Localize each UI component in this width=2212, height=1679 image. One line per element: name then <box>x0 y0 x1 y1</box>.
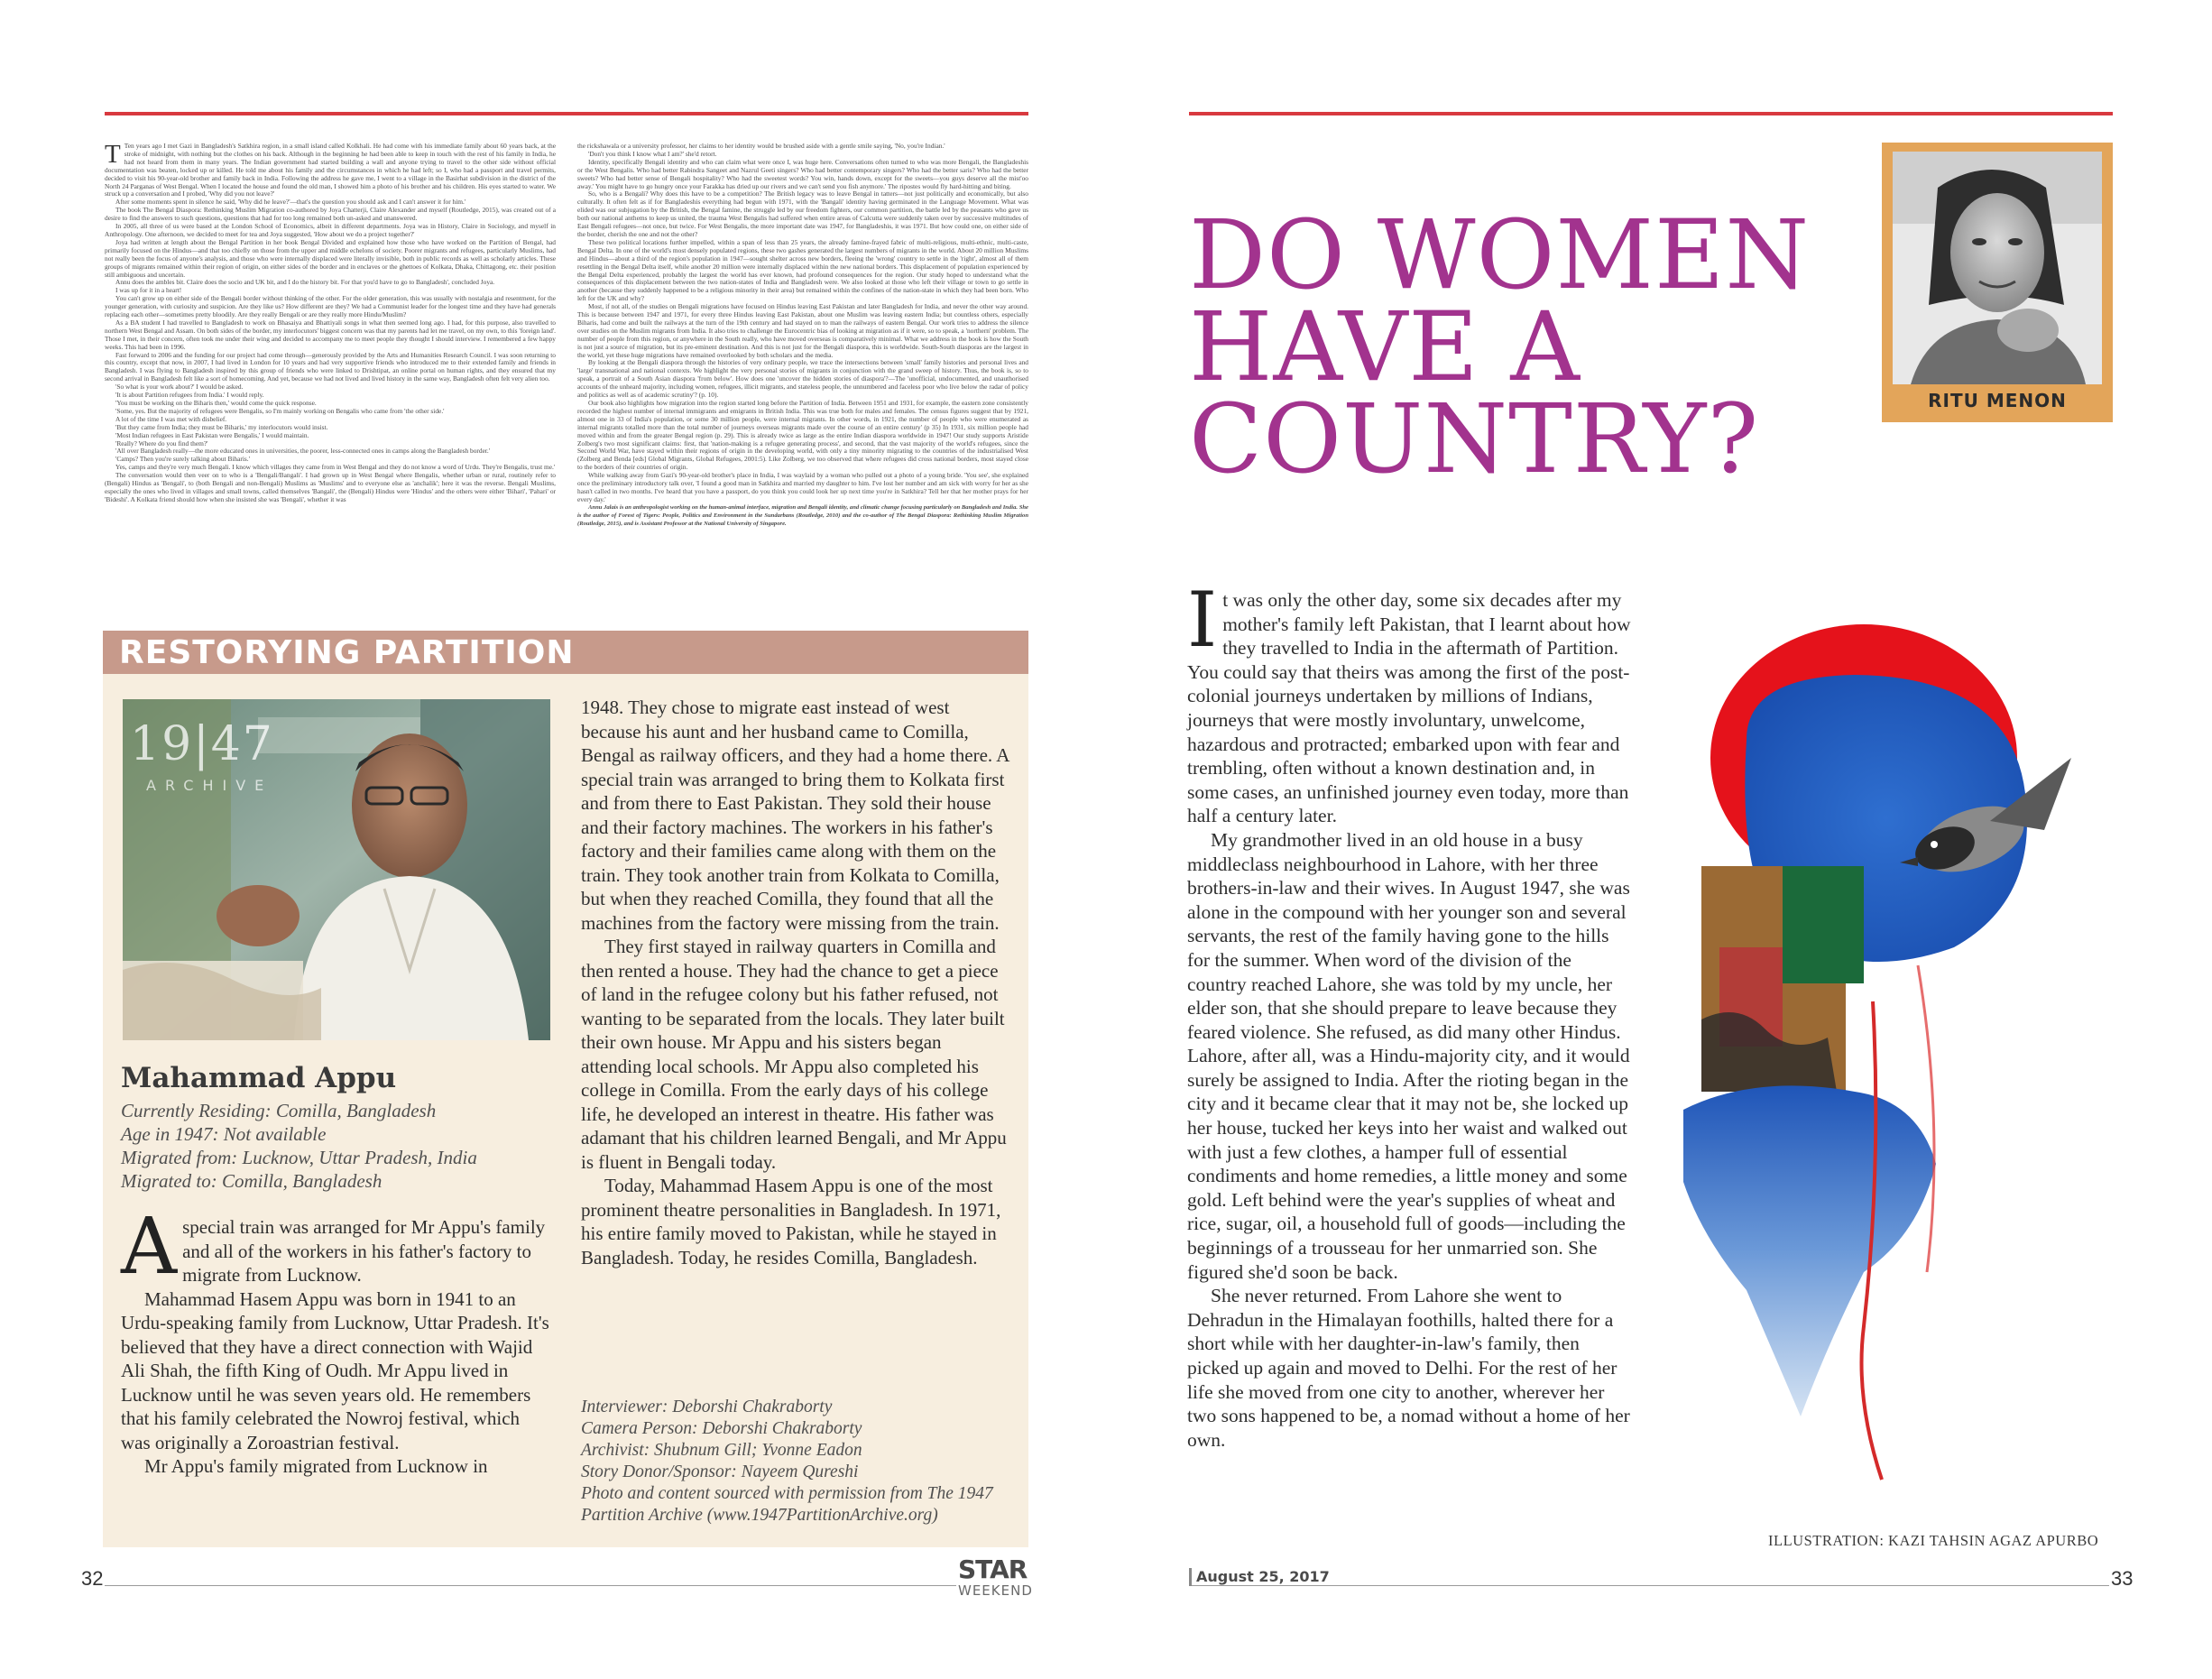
page-number-right: 33 <box>2111 1567 2134 1590</box>
article-paragraph: Most, if not all, of the studies on Bengali migrations have focused on Hindus leaving East Pakistan and later Bangladesh for India, and never the other way around. This is because between 1947 and 1971, for every three Hindus leaving East Pakistan, about one Muslim was leaving eastern India; but countless others, especially Biharis, had come and built the railways at the turn of the 19th century and had stayed on to man the railways of eastern Bengal. Our work tries to address the silence over studies on the Muslim migrants from India. It also tries to challenge the Eurocentric bias of looking at migration as if it were, so to speak, a 'northern' problem. The number of people from this region, or anywhere in the South really, who have moved overseas is comparatively minimal. What we address in the book is how the South is not just a source of migration, but its pre-eminent destination. And this is not just for the Bengali diaspora, this is worldwide. South-South diasporas are the largest in the world, yet these huge migrations have remained overlooked by both scholars and the media. <box>577 302 1028 359</box>
article-paragraph: Annu does the ambles bit. Claire does the socio and UK bit, and I do the history bit. For that you'd have to go to Bangladesh', concluded Joya. <box>115 278 495 287</box>
star-weekend-logo-sub: WEEKEND <box>958 1582 1033 1599</box>
credit-source: Photo and content sourced with permission from The 1947 Partition Archive (www.1947PartitionArchive.org) <box>581 1484 993 1525</box>
article-paragraph: Ten years ago I met Gazi in Bangladesh's Satkhira region, in a small island called Kolkhali. He had come with his immediate family about 60 years back, at the stroke of midnight, with nothing but the clothes on his back. Although in the beginning he had been able to keep in touch with the rest of his family in India, he had not heard from them in many years. The Indian government had started building a wall and anyone trying to travel to the other side without official documentation was beaten, locked up or killed. He told me about his family and the circumstances in which he had left; so I, who had a passport and travel permits, decided to visit his 90-year-old brother and family back in India. Following the address he gave me, I went to a village in the Basirhat subdivision in the district of the North 24 Parganas of West Bengal. When I located the house and found the old man, I showed him a photo of his brother and his children. His eyes started to water. We struck up a conversation and I probed, 'Why did you not leave?' <box>105 143 556 198</box>
star-weekend-logo: STAR <box>958 1554 1028 1584</box>
issue-date: August 25, 2017 <box>1196 1568 1330 1585</box>
archive-logo-sub: ARCHIVE <box>146 777 273 794</box>
top-article-col-1 <box>105 143 556 556</box>
story-paragraph: Today, Mahammad Hasem Appu is one of the most prominent theatre personalities in Bangladesh. In 1971, his entire family moved to Pakistan, while he stayed in Bangladesh. Today, he resides Comilla, Bangladesh. <box>581 1175 1001 1268</box>
article-paragraph: I was up for it in a heart! <box>115 286 182 295</box>
restorying-header <box>103 631 1028 674</box>
headline-line-1: DO WOMEN <box>1189 199 1811 310</box>
partition-illustration <box>1647 623 2134 1516</box>
credit-interviewer: Interviewer: Deborshi Chakraborty <box>581 1398 833 1416</box>
article-paragraph: The conversation would then veer on to who is a 'Bengali/Bangali'. I had grown up in West Bengal where Bengalis, whether urban or rural, routinely refer to (Bengali) Hindus as 'Bengali', to (both Bengali and non-Bengali) Muslims as 'Muslims' and to everyone else as 'anchalik'; here it was the reverse. Bengali Muslims, especially the ones who lived in villages and small towns, called themselves 'Bangali', the (Bengali) Hindus were 'Hindus' and the others were either 'Bihari', 'Pahari' or 'Bideshi'. A Kolkata friend should how when she insisted she was 'Bengali', whether it was <box>105 471 556 503</box>
article-paragraph: Joya had written at length about the Bengal Partition in her book Bengal Divided and explained how those who have worked on the Partition of Bengal, had primarily focused on the Hindus—and that too chiefly on those from the upper and middle echelons of society. Poorer migrants and refugees, particularly Muslims, had not really been the focus of anyone's analysis, and those who were internally displaced were literally invisible, both in public records as well as scholarly articles. These groups of migrants remained within their region of origin, on either sides of the border and in enclaves or the ghettoes of Kolkata, Dhaka, Chittagong, etc. their position still ambiguous and uncertain. <box>105 237 556 279</box>
illustration-credit: ILLUSTRATION: KAZI TAHSIN AGAZ APURBO <box>1768 1532 2099 1549</box>
article-paragraph: 'Really? Where do you find them?' <box>115 438 208 447</box>
article-paragraph: In 2005, all three of us were based at the London School of Economics, albeit in different departments. Joya was in History, Claire in Sociology, and myself in Anthropology. One afternoon, we decided to meet for tea and Joya suggested, 'How about we do a project together?' <box>105 222 556 238</box>
main-paragraph: My grandmother lived in an old house in a busy middleclass neighbourhood in Lahore, with her three brothers-in-law and their wives. In August 1947, she was alone in the compound with her younger son and several servants, the rest of the family having gone to the hills for the summer. When word of the division of the country reached Lahore, she was told by my uncle, her elder son, that she should prepare to leave because they feared violence. She refused, as did many other Hindus. Lahore, after all, was a Hindu-majority city, and it would surely be assigned to India. After the rioting began in the city and it became clear that it may not be, she locked up her house, tucked her keys into her waist and walked out with just a few clothes, a hamper full of essential condiments and home remedies, a little money and some gold. Left behind were the year's supplies of wheat and rice, sugar, oil, a household full of goods—including the beginnings of a trousseau for her unmarried son. She figured she'd soon be back. <box>1187 828 1630 1283</box>
date-marker <box>1189 1568 1192 1586</box>
article-paragraph: So, who is a Bengali? Why does this have to be a competition? The British legacy was to leave Bengal in tatters—not just politically and economically, but also culturally. It often felt as if for Bangladeshis everything had begun with 1971, with the 'Bangali' identity having germinated in the Language Movement. What was elided was our subjugation by the British, the Bengal famine, the struggle led by our freedom fighters, our common partition, the battle led by the peasants who gave us both our national anthems to keep us united, the trauma West Bengalis had suffered when entire areas of Calcutta were suddenly taken over by successive multitudes of East Bengali refugees—not once, but twice. For West Bengalis, the more important date was 1947, for Bangladeshis, it was 1971. But how could one, on either side of the border, cherish the one and not the other? <box>577 189 1028 238</box>
archive-logo: 19|47 <box>130 717 274 771</box>
article-paragraph: 'But they came from India; they must be Biharis,' my interlocutors would insist. <box>115 422 328 431</box>
main-lead-text: t was only the other day, some six decades after my mother's family left Pakistan, that I learnt about how they travelled to India in the aftermath of Partition. You could say that theirs was among the first of the post-colonial journeys undertaken by millions of Indians, journeys that were mostly involuntary, unwelcome, hazardous and protracted; embarked upon with fear and trembling, often without a known destination and, in some cases, an unfinished journey even today, more than half a century later. <box>1187 589 1631 827</box>
story-dropcap: A <box>121 1202 178 1292</box>
main-article <box>1187 576 1635 1452</box>
top-rule-left <box>105 112 1028 115</box>
story-lead-paragraph <box>121 1202 550 1292</box>
article-paragraph: 'Most Indian refugees in East Pakistan were Bengalis,' I would maintain. <box>115 430 309 439</box>
headline-line-2: HAVE A <box>1189 291 1581 402</box>
headline <box>1189 199 1811 494</box>
author-photo <box>1893 152 2102 384</box>
footer-rule-left <box>105 1585 956 1586</box>
article-paragraph: 'So what is your work about?' I would be asked. <box>115 383 244 392</box>
article-paragraph: Fast forward to 2006 and the funding for our project had come through—generously provided by the Arts and Humanities Research Council. I was soon returning to this country, except that now, in 2007, I had lived in London for 10 years and had very supportive friends who introduced me to their extended family and friends in Bangladesh. I was flying to Bangladesh inspired by this group of friends who were linked to Drishtipat, an online portal on human rights, and they ensured that my second arrival in Bangladesh felt like a sort of homecoming. And yet, because we had not lived and lived history in the same way, Bangladesh often felt very alien too. <box>105 350 556 383</box>
credit-donor: Story Donor/Sponsor: Nayeem Qureshi <box>581 1462 859 1481</box>
main-lead-paragraph <box>1187 576 1635 828</box>
story-credits <box>581 1397 1010 1527</box>
page-number-left: 32 <box>81 1567 104 1590</box>
article-paragraph: 'You must be working on the Biharis then,' would come the quick response. <box>115 399 317 407</box>
article-paragraph: 'All over Bangladesh really—the more educated ones in universities, the poorer, less-connected ones in camps along the Bangladesh border.' <box>115 447 491 456</box>
article-paragraph: Identity, specifically Bengali identity and who can claim what were once I, was huge here. Conversations often turned to who was more Bengali, the Bangladeshis or the West Bengalis. Who had better Rabindra Sangeet and Nazrul Geeti singers? Who had better contemporary singers? Who had the better saris? Who had the better sweets? Who had better sense of Bengali hospitality? Who had the sweetest words? You win, hands down, except for the sweets—you guys deserve all the mist'oo away.' You might have to go hungry once your Farakka has dried up our rivers and we can't send you fish anymore.' The ripostes would fly hard-hitting and biting. <box>577 157 1028 190</box>
story-col-1 <box>121 1202 550 1479</box>
credit-archivist: Archivist: Shubnum Gill; Yvonne Eadon <box>581 1441 862 1460</box>
article-paragraph: 'Don't you think I know what I am?' she'd retort. <box>588 149 717 158</box>
article-paragraph: Yes, camps and they're very much Bengali. I know which villages they came from in West Bengal and they do not know a word of Urdu. They're Bengalis, trust me.' <box>115 463 556 472</box>
article-paragraph: The book The Bengal Diaspora: Rethinking Muslim Migration co-authored by Joya Chatterji, Claire Alexander and myself (Routledge, 2015), was created out of a desire to find the answers to such questions, questions that had for too long remained both un-asked and unanswered. <box>105 206 556 223</box>
meta-migrated-from: Migrated from: Lucknow, Uttar Pradesh, India <box>121 1147 477 1168</box>
meta-residing: Currently Residing: Comilla, Bangladesh <box>121 1100 437 1121</box>
story-lead-text: special train was arranged for Mr Appu's family and all of the workers in his father's factory to migrate from Lucknow. <box>182 1216 546 1286</box>
restorying-title: RESTORYING PARTITION <box>119 634 575 671</box>
author-photo-image <box>1893 152 2102 384</box>
author-name: RITU MENON <box>1928 390 2067 411</box>
main-paragraph: She never returned. From Lahore she went to Dehradun in the Himalayan foothills, halted there for a short while with her daughter-in-law's family, then picked up again and moved to Delhi. For the rest of her life she moved from one city to another, wherever her two sons happened to be, a nomad without a home of her own. <box>1187 1285 1630 1451</box>
interviewee-photo <box>123 699 550 1040</box>
story-paragraph: They first stayed in railway quarters in Comilla and then rented a house. They had the chance to get a piece of land in the refugee colony but his father refused, not wanting to be separated from the locals. They later built their own house. Mr Appu and his sisters began attending local schools. Mr Appu also completed his college in Comilla. From the early days of his college life, he developed an interest in theatre. His father was adamant that his children learned Bengali, and Mr Appu is fluent in Bengali today. <box>581 936 1007 1173</box>
article-paragraph: 'Camps? Then you're surely talking about Biharis.' <box>115 455 250 464</box>
meta-age: Age in 1947: Not available <box>121 1123 327 1145</box>
article-paragraph: 'Some, yes. But the majority of refugees were Bengalis, so I'm mainly working on Bengalis who came from 'the other side.' <box>115 406 445 415</box>
article-paragraph: While walking away from Gazi's 90-year-old brother's place in India, I was waylaid by a woman who pulled out a photo of a young bride. 'You see', she explained once the preliminary introductory talk over, 'I found a good man in Satkhira and married my daughter to him. I've lost her number and am sick with worry for her as she hasn't called in two months. I've heard that you have a passport, do you think you could look her up next time you're in Satkhira? Tell her that her mother prays for her every day.' <box>577 471 1028 503</box>
article-paragraph: the rickshawala or a university professor, her claims to her identity would be brushed aside with a gentle smile saying, 'No, you're Indian.' <box>577 143 945 150</box>
credit-camera: Camera Person: Deborshi Chakraborty <box>581 1419 862 1438</box>
article-paragraph: These two political locations further impelled, within a span of less than 25 years, the already famine-frayed fabric of multi-religious, multi-ethnic, multi-caste, Bengal Delta. In one of the world's most densely populated regions, these two gashes generated the largest numbers of migrants in the world. About 20 million Muslims and Hindus—about a third of the region's population in 1947—sought shelter across new borders, fleeing the 'wrong' country to settle in the 'right', almost all of them resettling in the Bengal Delta itself, while another 20 million were internally displaced within the new national borders. This displacement of population experienced by the Bengal Delta experienced, probably the largest the world has ever known, had profound consequences for the region. Our study hoped to understand what the consequences of this displacement between the two nation-states of India and Bangladesh were. We also looked at those who left their village or town to go settle in another (because they suddenly happened to be a religious minority in their area) but remained within the confines of the nation-state in which they had been born. Who left for the UK and why? <box>577 237 1028 303</box>
article-paragraph: You can't grow up on either side of the Bengali border without thinking of the other. For the older generation, this was usually with nostalgia and resentment, for the younger generation, with curiosity and suspicion. Are they like us? How different are they? We had a Communist leader for the longest time and they have had generals replacing each other—sometimes pretty bloodily. Are they really Bengali or are they really more Hindu/Muslim? <box>105 294 556 319</box>
main-dropcap: I <box>1187 576 1218 664</box>
article-paragraph: A lot of the time I was met with disbelief. <box>115 414 227 423</box>
article-dropcap: T <box>105 143 121 169</box>
article-paragraph: Our book also highlights how migration into the region started long before the Partition of India. Between 1951 and 1931, for example, the eastern zone consistently recorded the highest number of internal immigrants and emigrants in British India. This was true both for males and females. The census figures suggest that by 1921, almost one in 33 of India's population, or some 30 million people, were internal migrants. In other words, in 1921, the number of people who were enumerated as internal migrants totalled more than the total number of journeys overseas migrants made over the course of an entire century' (p 35) In 1931, six million people had moved within and from the greater Bengal region (p. 29). This is already twice as large as the entire Indian diaspora worldwide in 1947! Our study supports Aristide Zolberg's two most significant claims: first, that 'nation-making is a refugee generating process', and second, that the vast majority of the world's refugees, since the Second World War, have stayed within their regions of origin in the developing world, with only a tiny minority migrating to the countries of the industrialised West (Zolberg and Benda [eds] Global Migrants, Global Refugees, 2001:5). Like Zolberg, we too observed that where refugees did cross national borders, most stayed close to the borders of their countries of origin. <box>577 399 1028 472</box>
footer-rule-right <box>1189 1585 2109 1586</box>
article-paragraph: 'It is about Partition refugees from India.' I would reply. <box>115 391 264 400</box>
article-paragraph: By looking at the Bengali diaspora through the histories of very ordinary people, we trace the intersections between 'small' family histories and personal lives and 'large' transnational and national contexts. We highlight the very personal stories of migrants in conjunction with the grand sweep of history. Thus, the book is, so to speak, a portrait of a South Asian diaspora 'from below'. How does one 'uncover the hidden stories of diaspora'?—The 'unofficial, undocumented, and unauthorised accounts of the unheard majority, including women, refugees, illicit migrants, and stateless people, the unnumbered and faceless poor who live below the radar of policy and politics as well as of academic scrutiny'? (p. 10). <box>577 358 1028 400</box>
top-rule-right <box>1189 112 2113 115</box>
story-paragraph: Mahammad Hasem Appu was born in 1941 to an Urdu-speaking family from Lucknow, Uttar Pradesh. It's believed that they have a direct connection with Wajid Ali Shah, the fifth King of Oudh. Mr Appu lived in Lucknow until he was seven years old. He remembers that his family celebrated the Nowroj festival, which was originally a Zoroastrian festival. <box>121 1287 549 1453</box>
article-paragraph: After some moments spent in silence he said, 'Why did he leave?'—that's the question you should ask and I can't answer it for him.' <box>115 198 466 207</box>
story-paragraph: Mr Appu's family migrated from Lucknow in <box>144 1455 488 1477</box>
top-article-col-2 <box>577 143 1028 556</box>
article-paragraph: As a BA student I had travelled to Bangladesh to work on Bhasaiya and Bhattiyali songs in what then seemed long ago. I had, for this purpose, also travelled to northern West Bengal and Assam. On both sides of the border, my interlocutors' biggest concern was that my parents had let me travel, on my own, to this 'foreign land'. Those I met, in their concern, often took me under their wing and decided to accompany me to meet people they thought I should interview. I remembered a few happy weeks. This had been in 1996. <box>105 318 556 351</box>
meta-migrated-to: Migrated to: Comilla, Bangladesh <box>121 1170 382 1192</box>
story-paragraph: 1948. They chose to migrate east instead of west because his aunt and her husband came to Comilla, Bengal as railway officers, and they had a home there. A special train was arranged to bring them to Kolkata first and from there to East Pakistan. They sold their house and their factory machines. The workers in his father's factory and their families came along with them on the train. They took another train from Kolkata to Comilla, but when they reached Comilla, they found that all the machines from the factory were missing from the train. <box>581 697 1009 934</box>
story-col-2 <box>581 696 1010 1269</box>
author-bio: Annu Jalais is an anthropologist working on the human-animal interface, migration and Bengali identity, and climatic change focusing particularly on Bangladesh and India. She is the author of Forest of Tigers: People, Politics and Environment in the Sundarbans (Routledge, 2010) and the co-author of The Bengal Diaspora: Rethinking Muslim Migration (Routledge, 2015), and is Assistant Professor at the National University of Singapore. <box>577 503 1028 527</box>
headline-line-3: COUNTRY? <box>1189 383 1760 494</box>
interviewee-name: Mahammad Appu <box>121 1062 397 1094</box>
